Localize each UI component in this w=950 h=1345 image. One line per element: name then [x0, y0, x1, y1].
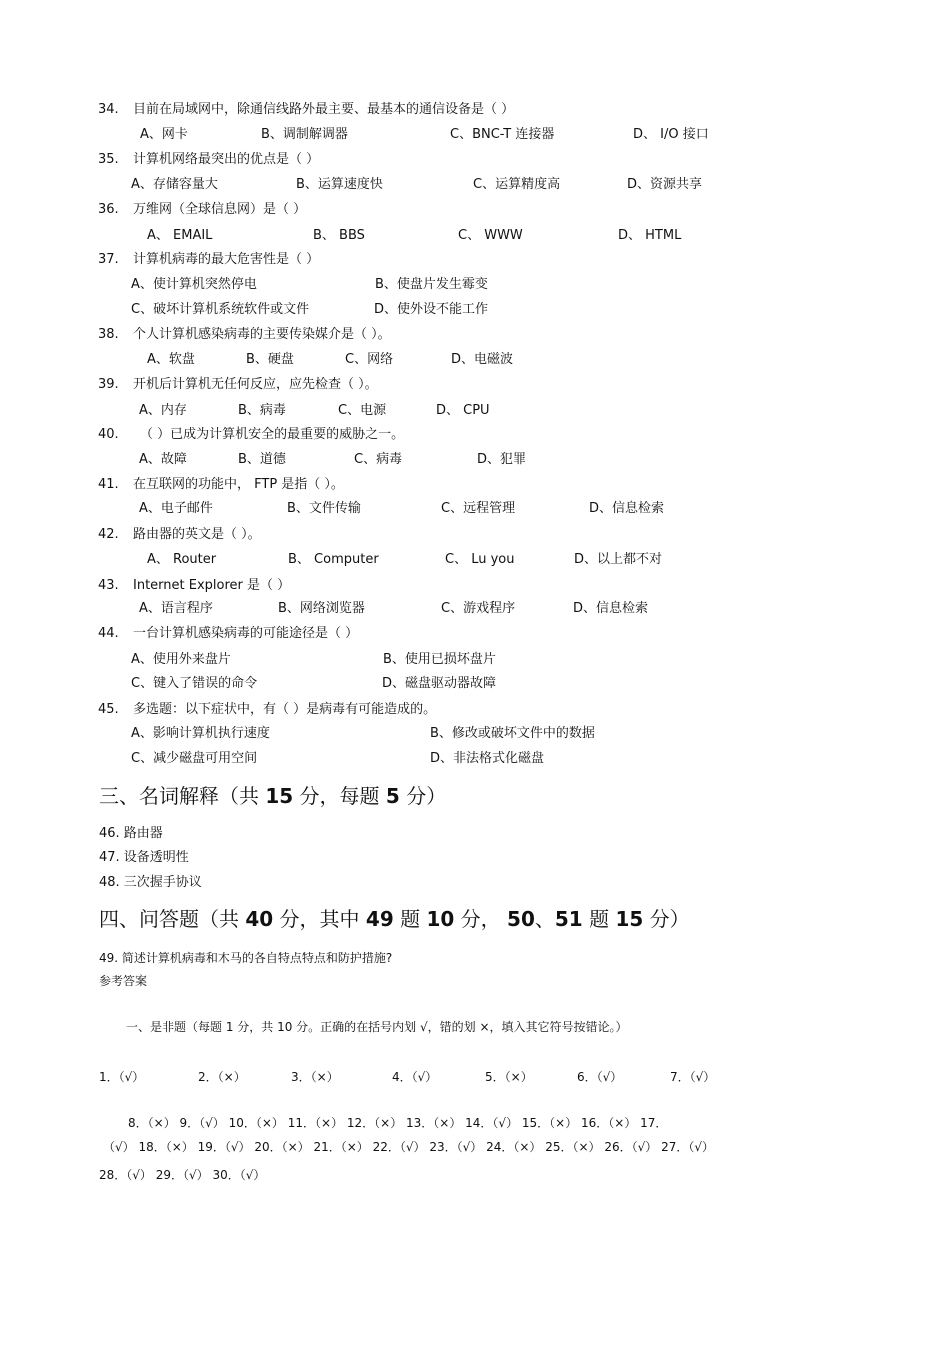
option-c: C、电源 [338, 403, 387, 418]
answer-row: 28．（√） 29．（√） 30．（√） [99, 1168, 266, 1182]
option-d: D、 I/O 接口 [633, 127, 709, 142]
option-a: A、存储容量大 [131, 177, 218, 192]
question-stem: 个人计算机感染病毒的主要传染媒介是（ ）。 [133, 327, 391, 342]
question-stem: 多选题：以下症状中，有（ ）是病毒有可能造成的。 [133, 702, 437, 717]
option-a: A、网卡 [140, 127, 188, 142]
option-d: D、非法格式化磁盘 [430, 751, 545, 766]
option-d: D、磁盘驱动器故障 [382, 676, 497, 691]
option-d: D、电磁波 [451, 352, 514, 367]
option-b: B、病毒 [238, 403, 286, 418]
option-d: D、信息检索 [573, 601, 649, 616]
option-b: B、 BBS [313, 228, 365, 243]
option-a: A、故障 [139, 452, 187, 467]
question-number: 36. [98, 202, 119, 217]
question-number: 42. [98, 527, 119, 542]
option-c: C、远程管理 [441, 501, 516, 516]
option-a: A、软盘 [147, 352, 195, 367]
answer-item: 3．（×） [291, 1070, 339, 1084]
question-stem: 一台计算机感染病毒的可能途径是（ ） [133, 626, 359, 641]
answer-item: 7．（√） [670, 1070, 716, 1084]
question-number: 34. [98, 102, 119, 117]
question-stem: Internet Explorer 是（ ） [133, 578, 291, 593]
option-b: B、修改或破坏文件中的数据 [430, 726, 595, 741]
option-d: D、犯罪 [477, 452, 527, 467]
option-d: D、资源共享 [627, 177, 703, 192]
option-b: B、 Computer [288, 552, 379, 567]
option-c: C、 WWW [458, 228, 523, 243]
question-number: 37. [98, 252, 119, 267]
question-stem: 万维网（全球信息网）是（ ） [133, 202, 307, 217]
option-b: B、硬盘 [246, 352, 294, 367]
list-item: 46. 路由器 [99, 826, 163, 841]
question-stem: 目前在局域网中，除通信线路外最主要、最基本的通信设备是（ ） [133, 102, 515, 117]
question-stem: 开机后计算机无任何反应，应先检查（ ）。 [133, 377, 378, 392]
option-d: D、以上都不对 [574, 552, 663, 567]
option-d: D、信息检索 [589, 501, 665, 516]
option-a: A、使计算机突然停电 [131, 277, 257, 292]
question-number: 35. [98, 152, 119, 167]
section-heading: 三、名词解释（共 15 分，每题 5 分） [99, 784, 447, 808]
option-a: A、影响计算机执行速度 [131, 726, 270, 741]
option-d: D、 HTML [618, 228, 682, 243]
option-c: C、 Lu you [445, 552, 515, 567]
option-a: A、语言程序 [139, 601, 213, 616]
option-b: B、调制解调器 [261, 127, 348, 142]
question-number: 39. [98, 377, 119, 392]
option-c: C、游戏程序 [441, 601, 516, 616]
question-stem: 在互联网的功能中， FTP 是指（ ）。 [133, 477, 344, 492]
option-c: C、减少磁盘可用空间 [131, 751, 258, 766]
answer-item: 2．（×） [198, 1070, 246, 1084]
option-b: B、网络浏览器 [278, 601, 365, 616]
option-b: B、文件传输 [287, 501, 361, 516]
question-number: 45. [98, 702, 119, 717]
option-c: C、BNC-T 连接器 [450, 127, 555, 142]
question-stem: （ ）已成为计算机安全的最重要的威胁之一。 [140, 427, 405, 442]
option-b: B、使盘片发生霉变 [375, 277, 488, 292]
question-number: 43. [98, 578, 119, 593]
option-c: C、键入了错误的命令 [131, 676, 258, 691]
option-a: A、内存 [139, 403, 187, 418]
question-number: 41. [98, 477, 119, 492]
question-number: 38. [98, 327, 119, 342]
question-number: 40. [98, 427, 119, 442]
option-c: C、病毒 [354, 452, 403, 467]
option-a: A、 Router [147, 552, 217, 567]
question-49: 49. 简述计算机病毒和木马的各自特点特点和防护措施? [99, 951, 393, 965]
option-a: A、 EMAIL [147, 228, 213, 243]
question-stem: 计算机病毒的最大危害性是（ ） [133, 252, 320, 267]
question-stem: 计算机网络最突出的优点是（ ） [133, 152, 320, 167]
option-a: A、使用外来盘片 [131, 652, 231, 667]
list-item: 47. 设备透明性 [99, 850, 189, 865]
option-c: C、运算精度高 [473, 177, 561, 192]
option-b: B、使用已损坏盘片 [383, 652, 496, 667]
part1-title: 一、是非题（每题 1 分，共 10 分。正确的在括号内划 √，错的划 ×，填入其它符号按错论。） [126, 1020, 628, 1034]
question-stem: 路由器的英文是（ ）。 [133, 527, 261, 542]
option-d: D、使外设不能工作 [374, 302, 489, 317]
answer-item: 5．（×） [485, 1070, 533, 1084]
section-heading: 四、问答题（共 40 分，其中 49 题 10 分， 50、51 题 15 分） [99, 907, 690, 931]
answer-item: 6．（√） [577, 1070, 623, 1084]
answer-item: 4．（√） [392, 1070, 438, 1084]
question-number: 44. [98, 626, 119, 641]
option-d: D、 CPU [436, 403, 490, 418]
option-b: B、运算速度快 [296, 177, 383, 192]
answer-row: （√） 18．（×） 19．（√） 20．（×） 21．（×） 22．（√） 23．（√） 24．（×） 25．（×） 26．（√） 27．（√） [103, 1140, 714, 1154]
list-item: 48. 三次握手协议 [99, 875, 202, 890]
answer-item: 1．（√） [99, 1070, 145, 1084]
option-a: A、电子邮件 [139, 501, 213, 516]
answer-row: 8．（×） 9．（√） 10．（×） 11．（×） 12．（×） 13．（×） 14．（√） 15．（×） 16．（×） 17． [128, 1116, 668, 1130]
option-b: B、道德 [238, 452, 286, 467]
option-c: C、网络 [345, 352, 394, 367]
reference-answer-label: 参考答案 [99, 974, 148, 988]
option-c: C、破坏计算机系统软件或文件 [131, 302, 310, 317]
